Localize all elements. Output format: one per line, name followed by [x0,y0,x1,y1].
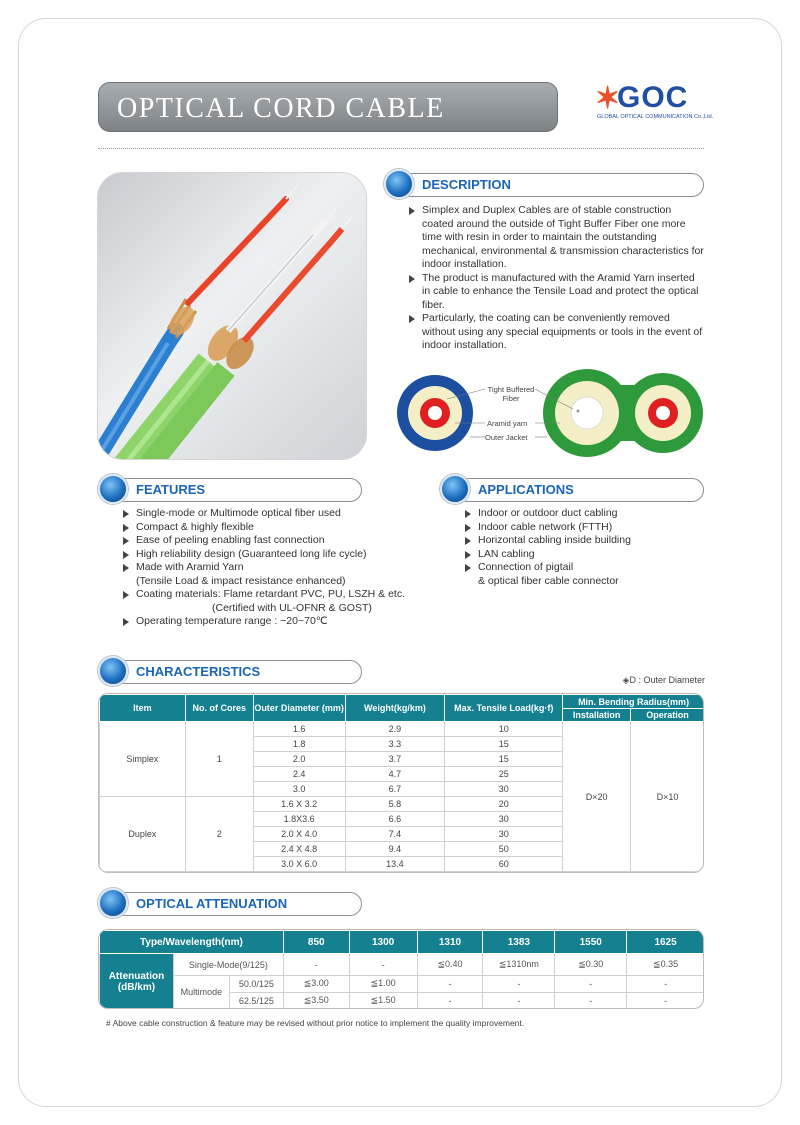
header-installation: Installation [563,709,631,722]
cell: - [627,975,704,992]
header-wavelength: 1300 [349,931,417,954]
features-heading: FEATURES [136,482,206,497]
applications-heading: APPLICATIONS [478,482,574,497]
application-item: LAN cabling [462,548,702,562]
cell: 30 [445,827,563,842]
simplex-cores: 1 [185,722,253,797]
description-heading: DESCRIPTION [422,177,511,192]
attenuation-heading: OPTICAL ATTENUATION [136,896,288,911]
label-aramid-yarn: Aramid yarn [487,419,528,428]
multimode-label: Multimode [173,975,229,1009]
cell: 3.0 [253,782,345,797]
cell: 4.7 [345,767,445,782]
company-logo [595,81,714,126]
feature-item: Compact & highly flexible [120,521,420,535]
header-wavelength: 1625 [627,931,704,954]
application-item: Indoor or outdoor duct cabling [462,507,702,521]
attenuation-header [98,892,364,916]
outer-diameter-note: ◈D : Outer Diameter [622,675,705,685]
feature-item: Single-mode or Multimode optical fiber used [120,507,420,521]
installation-value: D×20 [563,722,631,872]
label-outer-jacket: Outer Jacket [485,433,528,442]
cell: ≦0.30 [555,954,627,975]
cell: 5.8 [345,797,445,812]
header-outer-diameter: Outer Diameter (mm) [253,695,345,722]
cell: 15 [445,737,563,752]
cell: - [627,992,704,1009]
cell: 20 [445,797,563,812]
description-item: Particularly, the coating can be conveniently removed without using any special equipments or tools in the event of indoor installation. [406,312,704,353]
characteristics-heading: CHARACTERISTICS [136,664,261,679]
single-mode-label: Single-Mode(9/125) [173,954,283,975]
cell: 30 [445,782,563,797]
logo-text: GOC [617,81,689,114]
cell: 2.4 X 4.8 [253,842,345,857]
description-item: The product is manufactured with the Aramid Yarn inserted in cable to enhance the Tensile Load and protect the optical fiber. [406,272,704,313]
cell: 7.4 [345,827,445,842]
header-wavelength: 850 [283,931,349,954]
cell: - [283,954,349,975]
cell: 3.3 [345,737,445,752]
feature-item: Coating materials: Flame retardant PVC, PU, LSZH & etc. [120,588,420,602]
cell: - [555,975,627,992]
cell: 15 [445,752,563,767]
application-item: Horizontal cabling inside building [462,534,702,548]
logo-subtitle: GLOBAL OPTICAL COMMUNICATION Co.,Ltd. [597,114,714,120]
multimode-size: 50.0/125 [229,975,283,992]
bullet-ball-icon [98,656,128,686]
feature-item: Ease of peeling enabling fast connection [120,534,420,548]
footnote: # Above cable construction & feature may be revised without prior notice to implement the quality improvement. [106,1018,525,1028]
cell: 2.4 [253,767,345,782]
description-header [384,173,706,197]
header-wavelength: 1383 [483,931,555,954]
cell: 60 [445,857,563,872]
cell: ≦1.50 [349,992,417,1009]
cable-cross-section [395,365,705,465]
cell: 25 [445,767,563,782]
feature-item: Made with Aramid Yarn [120,561,420,575]
cell: - [417,975,483,992]
table-row [100,722,705,737]
cell: - [555,992,627,1009]
cell: ≦1310nm [483,954,555,975]
attenuation-row-label: Attenuation (dB/km) [100,954,174,1009]
cell: 1.8 [253,737,345,752]
cell: 1.6 X 3.2 [253,797,345,812]
header-operation: Operation [631,709,704,722]
application-item: Connection of pigtail [462,561,702,575]
application-item: & optical fiber cable connector [478,574,619,587]
duplex-item: Duplex [100,797,186,872]
cell: ≦3.00 [283,975,349,992]
attenuation-table [99,930,704,1009]
cell: - [417,992,483,1009]
duplex-cores: 2 [185,797,253,872]
cell: ≦3.50 [283,992,349,1009]
cell: - [483,975,555,992]
bullet-ball-icon [440,474,470,504]
label-tight-buffered-fiber: Tight Buffered Fiber [487,385,535,403]
header-wavelength: 1550 [555,931,627,954]
cell: ≦0.40 [417,954,483,975]
cell: 2.0 [253,752,345,767]
feature-item: Operating temperature range : −20~70℃ [120,615,420,629]
simplex-item: Simplex [100,722,186,797]
cell: ≦0.35 [627,954,704,975]
cell: ≦1.00 [349,975,417,992]
cell: 13.4 [345,857,445,872]
title-banner [98,82,558,132]
applications-header [440,478,706,502]
cell: 1.8X3.6 [253,812,345,827]
page-title: OPTICAL CORD CABLE [117,93,445,124]
cell: 2.0 X 4.0 [253,827,345,842]
header-type-wavelength: Type/Wavelength(nm) [100,931,284,954]
description-item: Simplex and Duplex Cables are of stable construction coated around the outside of Tight Buffer Fiber one more time with resin in order to maintain the outstanding mechanical, environmental & transmission characteristics for indoor installation. [406,204,704,272]
characteristics-header [98,660,364,684]
cell: 9.4 [345,842,445,857]
cell: 30 [445,812,563,827]
multimode-size: 62.5/125 [229,992,283,1009]
cell: 6.7 [345,782,445,797]
operation-value: D×10 [631,722,704,872]
header-cores: No. of Cores [185,695,253,722]
feature-item: High reliability design (Guaranteed long life cycle) [120,548,420,562]
header-bending-radius: Min. Bending Radius(mm) [563,695,704,709]
cell: 3.0 X 6.0 [253,857,345,872]
star-logo-icon: ✶ [595,82,621,115]
bullet-ball-icon [98,888,128,918]
cell: 3.7 [345,752,445,767]
characteristics-table [99,694,704,872]
cell: - [483,992,555,1009]
cell: 6.6 [345,812,445,827]
header-tensile: Max. Tensile Load(kg·f) [445,695,563,722]
divider [98,148,704,149]
attenuation-table-frame [98,929,704,1009]
application-item: Indoor cable network (FTTH) [462,521,702,535]
bullet-ball-icon [384,169,414,199]
cell: 10 [445,722,563,737]
feature-item: (Certified with UL-OFNR & GOST) [212,601,372,614]
bullet-ball-icon [98,474,128,504]
characteristics-table-frame [98,693,704,873]
header-weight: Weight(kg/km) [345,695,445,722]
cell: 2.9 [345,722,445,737]
applications-list [462,507,702,588]
cell: 1.6 [253,722,345,737]
features-header [98,478,364,502]
feature-item: (Tensile Load & impact resistance enhanced) [136,574,346,587]
header-wavelength: 1310 [417,931,483,954]
cell: 50 [445,842,563,857]
cell: - [349,954,417,975]
features-list [120,507,420,629]
cable-photo [97,172,367,460]
header-item: Item [100,695,186,722]
description-list [406,204,704,353]
